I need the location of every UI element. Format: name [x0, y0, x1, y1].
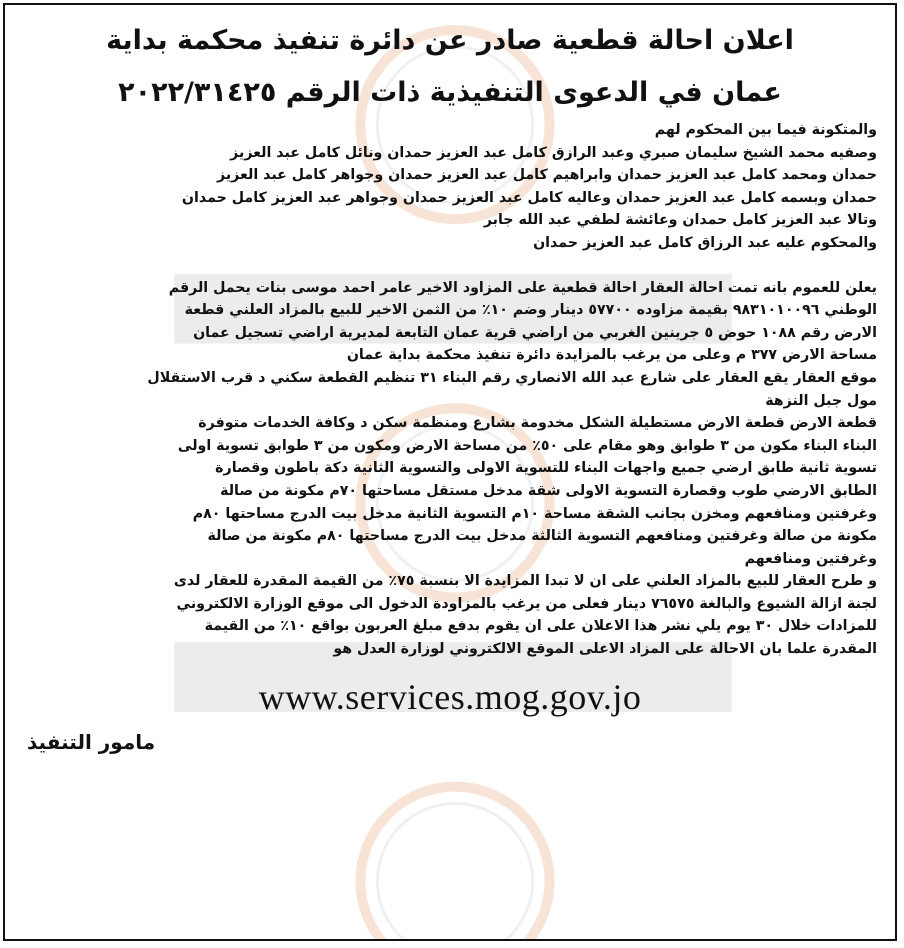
body-line: المقدرة علما بان الاحالة على المزاد الاعلى الموقع الالكتروني لوزارة العدل هو — [333, 641, 877, 658]
body-line: البناء البناء مكون من ٣ طوابق وهو مقام على ٥٠٪ من مساحة الارض ومكون من ٣ طوابق تسوية اولى — [177, 437, 877, 454]
announcement-frame — [3, 3, 897, 941]
paragraph-gap — [23, 255, 877, 277]
body-line: لجنة ازالة الشيوع والبالغة ٧٦٥٧٥ دينار فعلى من يرغب بالمزاودة الدخول الى موقع الوزارة الالكتروني — [176, 595, 877, 612]
parties-line: والمتكونة فيما بين المحكوم لهم — [654, 122, 877, 138]
title-line-1: اعلان احالة قطعية صادر عن دائرة تنفيذ محكمة بداية — [106, 25, 794, 56]
body-line: مكونة من صالة وغرفتين ومنافعهم التسوية الثالثة مدخل بيت الدرج مساحتها ٨٠م مكونة من صالة — [207, 528, 877, 545]
parties-line: وصفيه محمد الشيخ سليمان صبري وعبد الرازق كامل عبد العزيز حمدان ونائل كامل عبد العزيز — [230, 144, 877, 161]
body-line: وغرفتين ومنافعهم ومخزن بجانب الشقة مساحة ١٠م التسوية الثانية مدخل بيت الدرج مساحتها ٨٠م — [192, 505, 877, 522]
body-line: الوطني ٩٨٣١٠١٠٠٩٦ بقيمة مزاوده ٥٧٧٠٠ دينار وضم ١٠٪ من الثمن الاخير للبيع بالمزاد العلني قطعة — [184, 302, 877, 319]
title-line-2: عمان في الدعوى التنفيذية ذات الرقم ٢٠٢٢/٣١٤٢٥ — [118, 77, 782, 108]
body-line: قطعة الارض قطعة الارض مستطيلة الشكل مخدومة بشارع ومنظمة سكن د وكافة الخدمات متوفرة — [198, 415, 877, 432]
body-line: و طرح العقار للبيع بالمزاد العلني على ان لا تبدا المزايدة الا بنسبة ٧٥٪ من القيمة المقدرة للعقار لدى — [173, 573, 877, 590]
body-paragraph — [23, 277, 877, 661]
signature-execution-officer: مامور التنفيذ — [27, 729, 156, 754]
body-line: وغرفتين ومنافعهم — [744, 550, 877, 567]
body-line: الارض رقم ١٠٨٨ حوض ٥ جرينين الغربي من اراضي قرية عمان التابعة لمديرية اراضي تسجيل عمان — [193, 324, 877, 341]
parties-line: وتالا عبد العزيز كامل حمدان وعائشة لطفي عبد الله جابر — [483, 212, 877, 229]
announcement-content — [5, 5, 895, 757]
parties-line: والمحكوم عليه عبد الرزاق كامل عبد العزيز حمدان — [533, 234, 877, 251]
parties-line: حمدان وبسمه كامل عبد العزيز حمدان وعاليه كامل عبد العزيز حمدان وجواهر عبد العزيز كامل حمدان — [181, 189, 877, 206]
body-line: موقع العقار يقع العقار على شارع عبد الله الانصاري رقم البناء ٣١ تنظيم القطعة سكني د قرب الاستقلال — [147, 369, 877, 386]
body-line: للمزادات خلال ٣٠ يوم يلي نشر هذا الاعلان على ان يقوم بدفع مبلغ العربون بواقع ١٠٪ من القيمة — [204, 618, 877, 635]
body-line: يعلن للعموم بانه تمت احالة العقار احالة قطعية على المزاود الاخير عامر احمد موسى بنات يحمل الرقم — [168, 279, 877, 296]
body-line: مول جبل النزهة — [765, 392, 877, 409]
body-line: الطابق الارضي طوب وقصارة التسوية الاولى شقة مدخل مستقل مساحتها ٧٠م مكونة من صالة — [220, 482, 877, 499]
body-line: تسوية ثانية طابق ارضي جميع واجهات البناء للتسوية الاولى والتسوية الثانية دكة باطون وقصارة — [215, 460, 877, 477]
parties-line: حمدان ومحمد كامل عبد العزيز حمدان وابراهيم كامل عبد العزيز حمدان وجواهر كامل عبد العزيز — [217, 167, 877, 184]
parties-paragraph — [23, 119, 877, 255]
body-line: مساحة الارض ٣٧٧ م وعلى من يرغب بالمزايدة دائرة تنفيذ محكمة بداية عمان — [346, 347, 877, 364]
ministry-website-url: www.services.mog.gov.jo — [258, 676, 642, 717]
